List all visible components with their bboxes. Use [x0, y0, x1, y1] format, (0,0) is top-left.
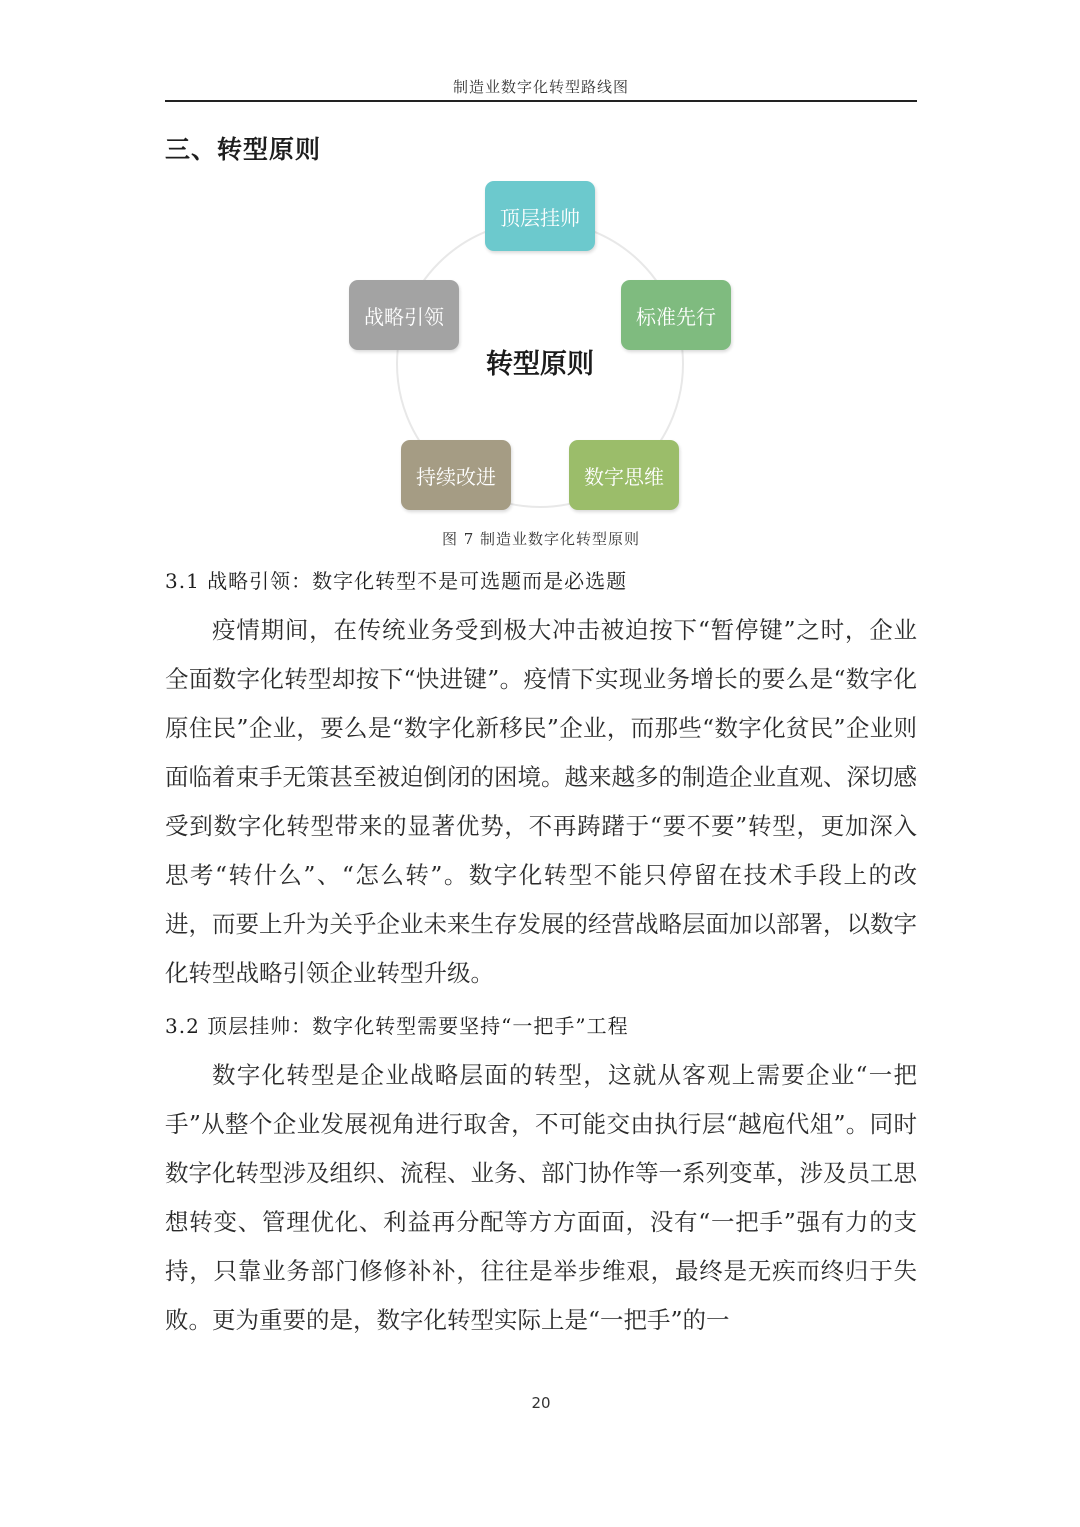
paragraph-3-1: 疫情期间，在传统业务受到极大冲击被迫按下“暂停键”之时，企业全面数字化转型却按下“快进键”。疫情下实现业务增长的要么是“数字化原住民”企业，要么是“数字化新移民”企业，而那些“数字化贫民”企业则面临着束手无策甚至被迫倒闭的困境。越来越多的制造企业直观、深切感受到数字化转型带来的显著优势，不再踌躇于“要不要”转型，更加深入思考“转什么”、“怎么转”。数字化转型不能只停留在技术手段上的改进，而要上升为关乎企业未来生存发展的经营战略层面加以部署，以数字化转型战略引领企业转型升级。 — [165, 616, 917, 987]
section-title: 三、转型原则 — [165, 135, 322, 164]
diagram-center-label: 转型原则 — [486, 349, 594, 380]
header-rule — [165, 100, 917, 102]
paragraph-3-2: 数字化转型是企业战略层面的转型，这就从客观上需要企业“一把手”从整个企业发展视角进行取舍，不可能交由执行层“越庖代俎”。同时数字化转型涉及组织、流程、业务、部门协作等一系列变革，涉及员工思想转变、管理优化、利益再分配等方方面面，没有“一把手”强有力的支持，只靠业务部门修修补补，往往是举步维艰，最终是无疾而终归于失败。更为重要的是，数字化转型实际上是“一把手”的一 — [165, 1061, 917, 1334]
node-strategic-guidance: 战略引领 — [349, 280, 459, 350]
subsection-heading-3-1: 3.1 战略引领：数字化转型不是可选题而是必选题 — [165, 569, 628, 593]
node-continuous-improvement: 持续改进 — [401, 440, 511, 510]
page-number: 20 — [531, 1394, 551, 1412]
running-header: 制造业数字化转型路线图 — [452, 78, 629, 96]
figure-caption: 图 7 制造业数字化转型原则 — [441, 530, 641, 548]
node-standards-first: 标准先行 — [621, 280, 731, 350]
node-top-leadership: 顶层挂帅 — [485, 181, 595, 251]
node-digital-thinking: 数字思维 — [569, 440, 679, 510]
principles-diagram — [300, 170, 780, 520]
subsection-heading-3-2: 3.2 顶层挂帅：数字化转型需要坚持“一把手”工程 — [165, 1014, 629, 1038]
